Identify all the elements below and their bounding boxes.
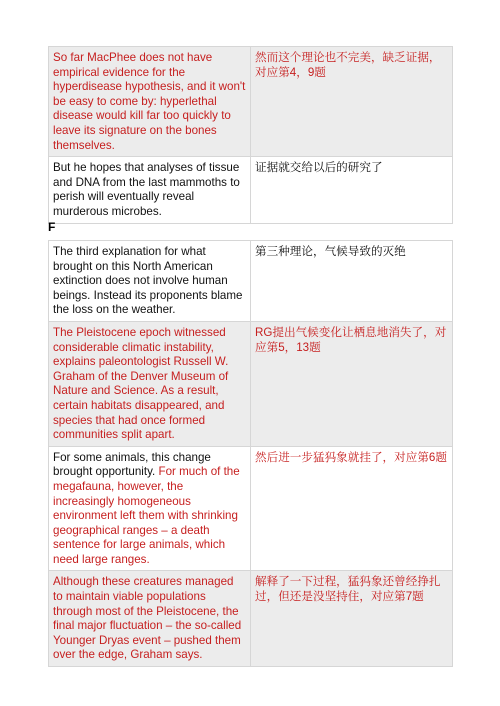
table-row	[49, 321, 453, 446]
english-text-cell: So far MacPhee does not have empirical evidence for the hyperdisease hypothesis, and it won't be easy to come by: hyperlethal disease would kill far too quickly to leave its signature on the bones themselves.	[49, 47, 251, 157]
english-text-cell: The third explanation for what brought on this North American extinction does not involve human beings. Instead its proponents blame the loss on the weather.	[49, 241, 251, 322]
english-text-highlighted: For much of the megafauna, however, the increasingly homogeneous environment left them with shrinking geographical ranges – a death sentence for large animals, which need large ranges.	[53, 465, 240, 566]
english-text-plain: For some animals, this change brought opportunity.	[53, 450, 211, 479]
chinese-note-cell: 解释了一下过程，猛犸象还曾经挣扎过，但还是没坚持住，对应第7题	[251, 571, 453, 667]
section-heading: F	[48, 220, 56, 234]
english-text-cell	[49, 446, 251, 571]
table-row	[49, 241, 453, 322]
chinese-note-cell: 然后进一步猛犸象就挂了，对应第6题	[251, 446, 453, 571]
table-row	[49, 47, 453, 157]
notes-table-2	[48, 240, 453, 667]
table-row	[49, 446, 453, 571]
english-text-cell: But he hopes that analyses of tissue and DNA from the last mammoths to perish will eventually reveal murderous microbes.	[49, 157, 251, 223]
notes-table-1	[48, 46, 453, 224]
english-text-cell: The Pleistocene epoch witnessed considerable climatic instability, explains paleontologist Russell W. Graham of the Denver Museum of Nature and Science. As a result, certain habitats disappeared, and species that had once formed communities split apart.	[49, 321, 251, 446]
chinese-note-cell: 第三种理论，气候导致的灭绝	[251, 241, 453, 322]
table-row	[49, 157, 453, 223]
chinese-note-cell: 然而这个理论也不完美，缺乏证据，对应第4，9题	[251, 47, 453, 157]
chinese-note-cell: 证据就交给以后的研究了	[251, 157, 453, 223]
table-row	[49, 571, 453, 667]
chinese-note-cell: RG提出气候变化让栖息地消失了，对应第5，13题	[251, 321, 453, 446]
english-text-cell: Although these creatures managed to maintain viable populations through most of the Pleistocene, the final major fluctuation – the so-called Younger Dryas event – pushed them over the edge, Graham says.	[49, 571, 251, 667]
